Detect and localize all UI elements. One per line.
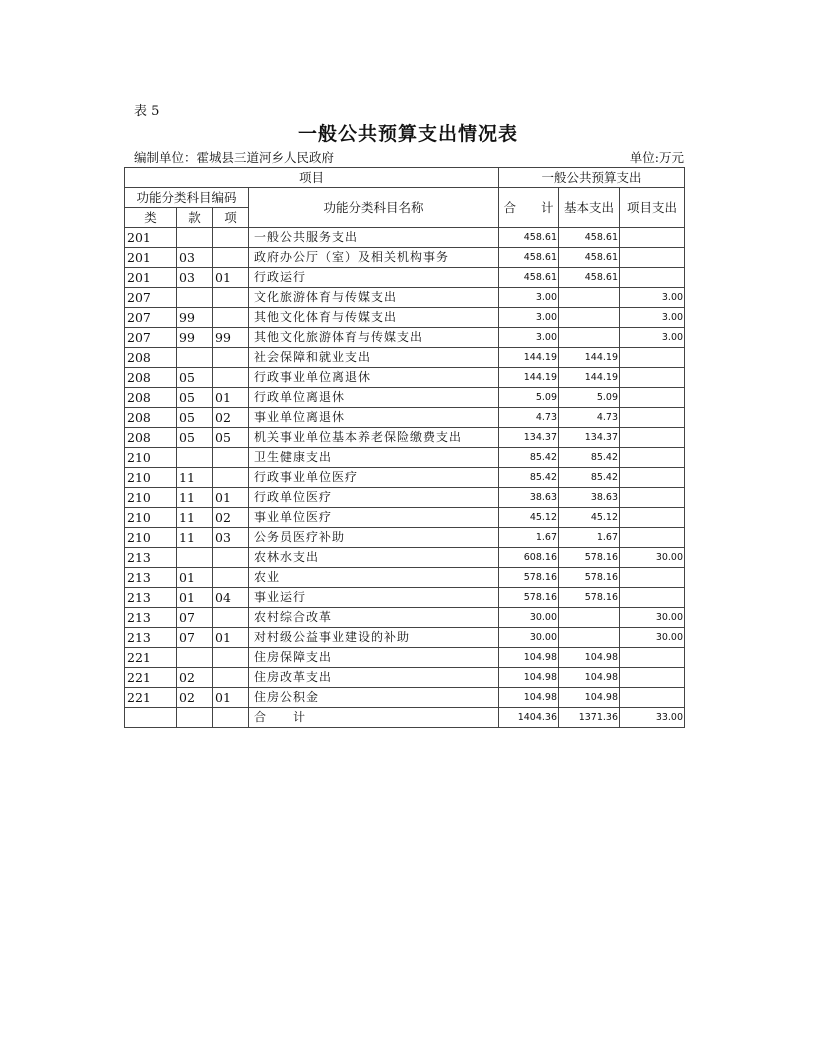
cell-name: 社会保障和就业支出 [249,348,499,368]
cell-project: 30.00 [620,548,685,568]
cell-name: 卫生健康支出 [249,448,499,468]
cell-total: 104.98 [499,648,559,668]
cell-xiang [213,468,249,488]
cell-total: 104.98 [499,688,559,708]
cell-kuan: 05 [177,388,213,408]
cell-xiang: 02 [213,508,249,528]
table-row [125,528,685,548]
cell-lei: 210 [125,448,177,468]
header-project: 项目支出 [620,188,685,228]
table-row [125,488,685,508]
cell-kuan: 05 [177,428,213,448]
cell-project [620,488,685,508]
cell-kuan [177,648,213,668]
cell-basic: 1.67 [559,528,620,548]
cell-kuan: 11 [177,468,213,488]
cell-kuan: 01 [177,588,213,608]
cell-basic: 104.98 [559,688,620,708]
cell-lei: 208 [125,428,177,448]
table-row [125,448,685,468]
total-empty-xiang [213,708,249,728]
cell-basic: 578.16 [559,568,620,588]
cell-basic: 45.12 [559,508,620,528]
cell-basic: 5.09 [559,388,620,408]
total-row [125,708,685,728]
table-row [125,268,685,288]
cell-kuan [177,548,213,568]
cell-total: 85.42 [499,448,559,468]
header-lei: 类 [125,208,177,228]
cell-total: 1.67 [499,528,559,548]
header-basic: 基本支出 [559,188,620,228]
cell-lei: 208 [125,388,177,408]
table-row [125,468,685,488]
cell-total: 144.19 [499,348,559,368]
cell-lei: 213 [125,548,177,568]
cell-xiang: 01 [213,268,249,288]
cell-lei: 221 [125,668,177,688]
cell-xiang: 04 [213,588,249,608]
table-row [125,408,685,428]
cell-project [620,228,685,248]
cell-kuan: 99 [177,308,213,328]
cell-total: 85.42 [499,468,559,488]
cell-basic: 144.19 [559,348,620,368]
cell-name: 对村级公益事业建设的补助 [249,628,499,648]
cell-xiang [213,648,249,668]
cell-name: 事业单位离退休 [249,408,499,428]
cell-name: 事业单位医疗 [249,508,499,528]
cell-name: 机关事业单位基本养老保险缴费支出 [249,428,499,448]
total-project: 33.00 [620,708,685,728]
cell-name: 行政事业单位离退休 [249,368,499,388]
cell-lei: 213 [125,628,177,648]
header-kuan: 款 [177,208,213,228]
cell-project [620,408,685,428]
cell-name: 住房保障支出 [249,648,499,668]
cell-xiang [213,448,249,468]
total-total: 1404.36 [499,708,559,728]
cell-lei: 201 [125,268,177,288]
cell-total: 578.16 [499,568,559,588]
budget-table [124,167,685,728]
unit-label: 单位:万元 [629,150,684,165]
cell-project [620,528,685,548]
cell-xiang [213,568,249,588]
cell-basic [559,608,620,628]
cell-kuan: 05 [177,368,213,388]
cell-lei: 201 [125,248,177,268]
cell-project: 30.00 [620,628,685,648]
cell-total: 30.00 [499,608,559,628]
cell-kuan: 05 [177,408,213,428]
cell-total: 608.16 [499,548,559,568]
table-row [125,308,685,328]
cell-project [620,448,685,468]
total-label: 合 计 [249,708,499,728]
cell-lei: 208 [125,348,177,368]
table-row [125,328,685,348]
cell-lei: 208 [125,408,177,428]
cell-xiang [213,248,249,268]
cell-name: 行政单位医疗 [249,488,499,508]
total-empty-kuan [177,708,213,728]
table-row [125,348,685,368]
cell-total: 4.73 [499,408,559,428]
cell-kuan: 07 [177,628,213,648]
cell-lei: 221 [125,688,177,708]
cell-xiang: 01 [213,688,249,708]
cell-kuan: 07 [177,608,213,628]
cell-kuan: 11 [177,508,213,528]
cell-project [620,688,685,708]
table-row [125,548,685,568]
total-basic: 1371.36 [559,708,620,728]
cell-basic: 85.42 [559,468,620,488]
cell-kuan: 01 [177,568,213,588]
cell-basic: 38.63 [559,488,620,508]
cell-name: 行政单位离退休 [249,388,499,408]
header-budget-group: 一般公共预算支出 [499,168,685,188]
cell-project [620,268,685,288]
cell-total: 458.61 [499,248,559,268]
cell-project [620,568,685,588]
cell-project [620,428,685,448]
cell-lei: 208 [125,368,177,388]
cell-lei: 210 [125,468,177,488]
cell-basic [559,628,620,648]
header-row-2 [125,188,685,208]
header-row-1 [125,168,685,188]
table-body [125,228,685,708]
cell-total: 3.00 [499,308,559,328]
cell-project: 3.00 [620,288,685,308]
cell-name: 行政事业单位医疗 [249,468,499,488]
header-item: 项目 [125,168,499,188]
cell-basic: 104.98 [559,668,620,688]
cell-xiang [213,348,249,368]
cell-lei: 213 [125,588,177,608]
cell-kuan [177,448,213,468]
header-name: 功能分类科目名称 [249,188,499,228]
cell-lei: 213 [125,608,177,628]
table-row [125,228,685,248]
cell-xiang: 02 [213,408,249,428]
cell-lei: 201 [125,228,177,248]
cell-lei: 210 [125,528,177,548]
cell-basic [559,288,620,308]
cell-total: 104.98 [499,668,559,688]
cell-basic: 578.16 [559,588,620,608]
table-row [125,248,685,268]
cell-total: 5.09 [499,388,559,408]
header-code-group: 功能分类科目编码 [125,188,249,208]
cell-total: 30.00 [499,628,559,648]
table-number: 表 5 [134,104,160,119]
cell-basic: 578.16 [559,548,620,568]
cell-name: 一般公共服务支出 [249,228,499,248]
table-row [125,568,685,588]
cell-kuan: 03 [177,268,213,288]
cell-name: 政府办公厅（室）及相关机构事务 [249,248,499,268]
cell-project: 3.00 [620,328,685,348]
cell-name: 其他文化体育与传媒支出 [249,308,499,328]
cell-project [620,388,685,408]
cell-basic: 85.42 [559,448,620,468]
cell-project: 3.00 [620,308,685,328]
cell-basic: 134.37 [559,428,620,448]
org-label: 编制单位：霍城县三道河乡人民政府 [134,150,335,165]
table-row [125,608,685,628]
cell-kuan: 11 [177,488,213,508]
table-row [125,688,685,708]
cell-name: 住房改革支出 [249,668,499,688]
cell-total: 458.61 [499,268,559,288]
cell-lei: 207 [125,328,177,348]
cell-name: 其他文化旅游体育与传媒支出 [249,328,499,348]
cell-total: 3.00 [499,328,559,348]
cell-project [620,468,685,488]
cell-project [620,648,685,668]
cell-total: 458.61 [499,228,559,248]
cell-basic: 104.98 [559,648,620,668]
cell-basic: 458.61 [559,248,620,268]
cell-xiang: 03 [213,528,249,548]
cell-project [620,248,685,268]
cell-total: 144.19 [499,368,559,388]
cell-xiang [213,288,249,308]
cell-basic: 458.61 [559,228,620,248]
cell-lei: 213 [125,568,177,588]
cell-name: 农林水支出 [249,548,499,568]
cell-xiang [213,548,249,568]
table-row [125,628,685,648]
cell-kuan: 02 [177,668,213,688]
cell-kuan [177,348,213,368]
header-total: 合 计 [499,188,559,228]
cell-kuan [177,288,213,308]
cell-lei: 210 [125,488,177,508]
cell-xiang: 01 [213,488,249,508]
cell-lei: 207 [125,288,177,308]
cell-xiang [213,228,249,248]
cell-lei: 210 [125,508,177,528]
cell-project [620,508,685,528]
cell-kuan [177,228,213,248]
cell-name: 行政运行 [249,268,499,288]
cell-basic: 458.61 [559,268,620,288]
cell-lei: 221 [125,648,177,668]
table-row [125,428,685,448]
table-row [125,368,685,388]
table-row [125,288,685,308]
cell-name: 公务员医疗补助 [249,528,499,548]
cell-kuan: 02 [177,688,213,708]
cell-project [620,368,685,388]
page-title: 一般公共预算支出情况表 [297,123,518,145]
cell-project [620,348,685,368]
cell-kuan: 99 [177,328,213,348]
table-row [125,388,685,408]
cell-xiang: 99 [213,328,249,348]
cell-total: 578.16 [499,588,559,608]
cell-project: 30.00 [620,608,685,628]
cell-total: 38.63 [499,488,559,508]
cell-name: 事业运行 [249,588,499,608]
cell-kuan: 03 [177,248,213,268]
cell-total: 3.00 [499,288,559,308]
header-xiang: 项 [213,208,249,228]
cell-basic [559,328,620,348]
cell-project [620,668,685,688]
table-row [125,508,685,528]
cell-basic: 4.73 [559,408,620,428]
cell-name: 住房公积金 [249,688,499,708]
cell-total: 45.12 [499,508,559,528]
cell-xiang: 01 [213,388,249,408]
cell-xiang [213,368,249,388]
cell-basic: 144.19 [559,368,620,388]
total-empty-lei [125,708,177,728]
cell-name: 农业 [249,568,499,588]
cell-basic [559,308,620,328]
cell-xiang [213,608,249,628]
cell-name: 文化旅游体育与传媒支出 [249,288,499,308]
cell-xiang [213,668,249,688]
table-row [125,668,685,688]
cell-name: 农村综合改革 [249,608,499,628]
cell-kuan: 11 [177,528,213,548]
cell-xiang: 05 [213,428,249,448]
cell-lei: 207 [125,308,177,328]
cell-total: 134.37 [499,428,559,448]
table-row [125,588,685,608]
cell-xiang [213,308,249,328]
cell-xiang: 01 [213,628,249,648]
table-row [125,648,685,668]
cell-project [620,588,685,608]
